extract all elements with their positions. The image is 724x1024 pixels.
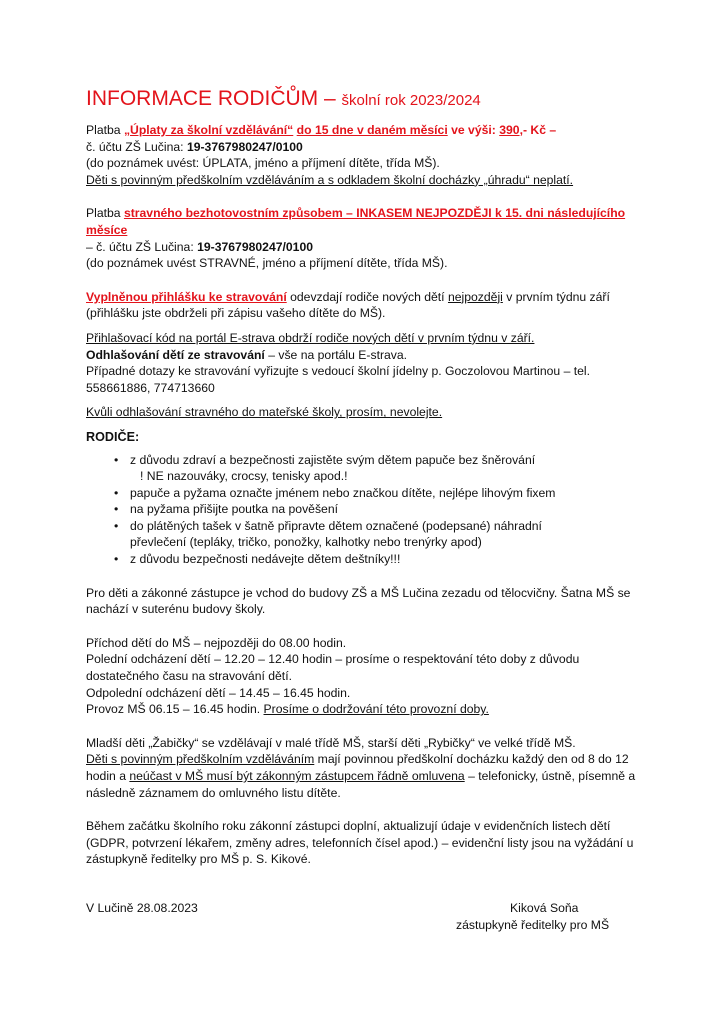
application-latest: nejpozději bbox=[447, 289, 503, 304]
application-paragraph bbox=[86, 289, 646, 322]
title-main: INFORMACE RODIČŮM – bbox=[86, 87, 342, 110]
meals-payment-line bbox=[86, 205, 646, 238]
meals-collection-deadline: stravného bezhotovostním způsobem – INKASEM NEJPOZDĚJI k 15. dni následujícího měsíce bbox=[86, 206, 626, 237]
list-item bbox=[130, 501, 646, 518]
opening-hours bbox=[86, 701, 646, 718]
bullet-line: ! NE nazouváky, crocsy, tenisky apod.! bbox=[140, 469, 348, 484]
mandatory-mid: mají povinnou předškolní docházku každý den od 8 do 12 hodin a bbox=[86, 752, 629, 783]
fees-payment-line bbox=[86, 122, 646, 139]
meals-prefix: Platba bbox=[86, 206, 124, 221]
parents-heading: RODIČE: bbox=[86, 429, 140, 444]
fees-note: (do poznámek uvést: ÚPLATA, jméno a příjmení dítěte, třída MŠ). bbox=[86, 156, 440, 171]
fees-currency: ,- Kč – bbox=[519, 123, 557, 137]
meals-account-line bbox=[86, 239, 646, 256]
document-body bbox=[86, 122, 646, 868]
list-item bbox=[130, 485, 646, 502]
mandatory-attendance bbox=[86, 751, 646, 801]
fees-name: „Úplaty za školní vzdělávání“ bbox=[123, 123, 294, 137]
fees-account-number: 19-3767980247/0100 bbox=[186, 139, 303, 154]
no-call-notice: Kvůli odhlašování stravného do mateřské školy, prosím, nevolejte. bbox=[86, 405, 443, 420]
afternoon-pickup: Odpolední odcházení dětí – 14.45 – 16.45 hodin. bbox=[86, 685, 351, 700]
fees-account-prefix: č. účtu ZŠ Lučina: bbox=[86, 139, 187, 154]
parents-bullet-list bbox=[86, 452, 646, 568]
absence-excuse-tail: – telefonicky, ústně, písemně a následně záznamem do omluvného listu dítěte. bbox=[86, 769, 636, 800]
meals-account-prefix: – č. účtu ZŠ Lučina: bbox=[86, 239, 198, 254]
estrava-code-line: Přihlašovací kód na portál E-strava obdrží rodiče nových dětí v prvním týdnu v září. bbox=[86, 330, 535, 345]
opening-hours-text: Provoz MŠ 06.15 – 16.45 hodin. bbox=[86, 702, 264, 717]
page-title bbox=[86, 86, 481, 114]
records-paragraph: Během začátku školního roku zákonní zástupci doplní, aktualizují údaje v evidenčních listech dětí (GDPR, potvrzení lékařem, změny adres, telefonních čísel apod.) – evidenční listy jsou na vyžádání u zástupkyně ředitelky pro MŠ p. S. Kikové. bbox=[86, 819, 634, 867]
bullet-line: • z důvodu zdraví a bezpečnosti zajistěte svým dětem papuče bez šněrování bbox=[130, 452, 536, 467]
title-school-year: školní rok 2023/2024 bbox=[341, 92, 481, 109]
bullet-line: • do plátěných tašek v šatně připravte dětem označené (podepsané) náhradní bbox=[130, 518, 542, 533]
list-item bbox=[130, 452, 646, 485]
fees-deadline: do 15 dne v daném měsíci bbox=[296, 123, 448, 137]
absence-excuse-underlined: neúčast v MŠ musí být zákonným zástupcem řádně omluvena bbox=[129, 769, 465, 783]
bullet-line: • papuče a pyžama označte jménem nebo značkou dítěte, nejlépe lihovým fixem bbox=[130, 485, 556, 500]
classes-line: Mladší děti „Žabičky“ se vzdělávají v malé třídě MŠ, starší děti „Rybičky“ ve velké třídě MŠ. bbox=[86, 735, 576, 750]
signatory-role: zástupkyně ředitelky pro MŠ bbox=[456, 918, 610, 932]
bullet-line: převlečení (tepláky, tričko, ponožky, kalhotky nebo trenýrky apod) bbox=[130, 535, 482, 550]
bullet-line: • na pyžama přišijte poutka na pověšení bbox=[130, 502, 338, 517]
entrance-paragraph: Pro děti a zákonné zástupce je vchod do budovy ZŠ a MŠ Lučina zezadu od tělocvičny. Šatna MŠ se nachází v suterénu budovy školy. bbox=[86, 585, 631, 617]
estrava-logout-bold: Odhlašování dětí ze stravování bbox=[86, 347, 265, 362]
meals-account-number: 19-3767980247/0100 bbox=[197, 239, 314, 254]
arrival-time: Příchod dětí do MŠ – nejpozději do 08.00 hodin. bbox=[86, 635, 347, 650]
fees-amount: 390 bbox=[499, 123, 520, 137]
list-item bbox=[130, 551, 646, 568]
meals-note: (do poznámek uvést STRAVNÉ, jméno a příjmení dítěte, třída MŠ). bbox=[86, 256, 448, 271]
fees-prefix: Platba bbox=[86, 123, 124, 137]
opening-hours-request: Prosíme o dodržování této provozní doby. bbox=[263, 702, 489, 717]
application-mid: odevzdají rodiče nových dětí bbox=[286, 289, 448, 304]
canteen-contact: Případné dotazy ke stravování vyřizujte s vedoucí školní jídelny p. Goczolovou Martinou – tel. 558661886, 774713660 bbox=[86, 364, 591, 395]
signatory-name: Kiková Soňa bbox=[510, 901, 579, 915]
application-tail: v prvním týdnu září (přihlášku jste obdrželi při zápisu vašeho dítěte do MŠ). bbox=[86, 289, 610, 321]
estrava-logout-line bbox=[86, 347, 646, 364]
fees-exemption: Děti s povinným předškolním vzděláváním a s odkladem školní docházky „úhradu“ neplatí. bbox=[86, 172, 574, 187]
mandatory-underlined: Děti s povinným předškolním vzděláváním bbox=[86, 752, 315, 767]
application-form-text: Vyplněnou přihlášku ke stravování bbox=[86, 289, 287, 304]
list-item bbox=[130, 518, 646, 551]
document-date: V Lučině 28.08.2023 bbox=[86, 901, 198, 915]
bullet-line: • z důvodu bezpečnosti nedávejte dětem deštníky!!! bbox=[130, 552, 401, 567]
estrava-logout-rest: – vše na portálu E-strava. bbox=[264, 347, 408, 362]
noon-pickup: Polední odcházení dětí – 12.20 – 12.40 hodin – prosíme o respektování této doby z důvodu dostatečného času na stravování dětí. bbox=[86, 652, 580, 684]
fees-amount-label: ve výši: bbox=[451, 123, 500, 137]
fees-account-line bbox=[86, 139, 646, 156]
